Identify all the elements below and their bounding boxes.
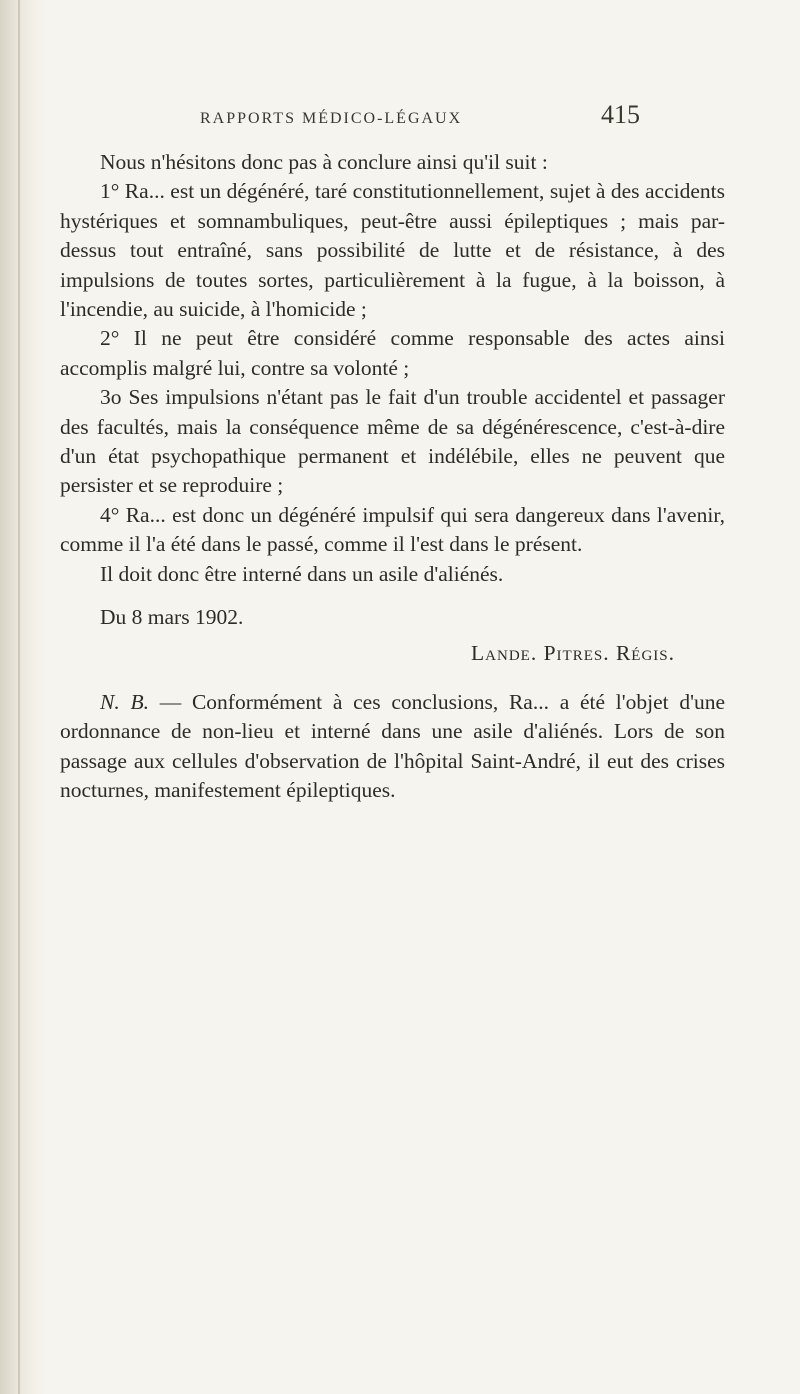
- page-edge-line: [18, 0, 20, 1394]
- conclusion-item-1: 1° Ra... est un dégénéré, taré constitutionnellement, sujet à des accidents hystériques et somnambuliques, peut-être aussi épileptiques ; mais par-dessus tout entraîné, sans possibilité de lutte et de résistance, à des impulsions de toutes sortes, particulièrement à la fugue, à la boisson, à l'incendie, au suicide, à l'homicide ;: [60, 179, 725, 322]
- report-date: Du 8 mars 1902.: [100, 605, 244, 630]
- intro-paragraph: Nous n'hésitons donc pas à conclure ainsi qu'il suit :: [100, 150, 548, 174]
- nota-bene-text: — Conformément à ces conclusions, Ra... a été l'objet d'une ordonnance de non-lieu et interné dans une asile d'aliénés. Lors de son passage aux cellules d'observation de l'hôpital Saint-André, il eut des crises nocturnes, manifestement épileptiques.: [60, 689, 726, 803]
- final-conclusion: Il doit donc être interné dans un asile d'aliénés.: [100, 561, 504, 586]
- conclusion-item-4: 4° Ra... est donc un dégénéré impulsif qui sera dangereux dans l'avenir, comme il l'a été dans le passé, comme il l'est dans le présent.: [60, 502, 725, 557]
- page-header: [200, 100, 640, 136]
- page-number: 415: [601, 100, 640, 129]
- signatures: Lande. Pitres. Régis.: [471, 640, 675, 665]
- page-binding-edge: [0, 0, 46, 1394]
- conclusion-item-3: 3o Ses impulsions n'étant pas le fait d'un trouble accidentel et passager des facultés, mais la conséquence même de sa dégénérescence, c'est-à-dire d'un état psychopathique permanent et indélébile, elles ne peuvent que persister et se reproduire ;: [60, 385, 725, 498]
- body-text: [60, 148, 725, 806]
- nota-bene-label: N. B.: [100, 689, 149, 714]
- conclusion-item-2: 2° Il ne peut être considéré comme responsable des actes ainsi accomplis malgré lui, contre sa volonté ;: [60, 326, 725, 380]
- nota-bene: [60, 688, 725, 806]
- running-title: RAPPORTS MÉDICO-LÉGAUX: [200, 110, 463, 127]
